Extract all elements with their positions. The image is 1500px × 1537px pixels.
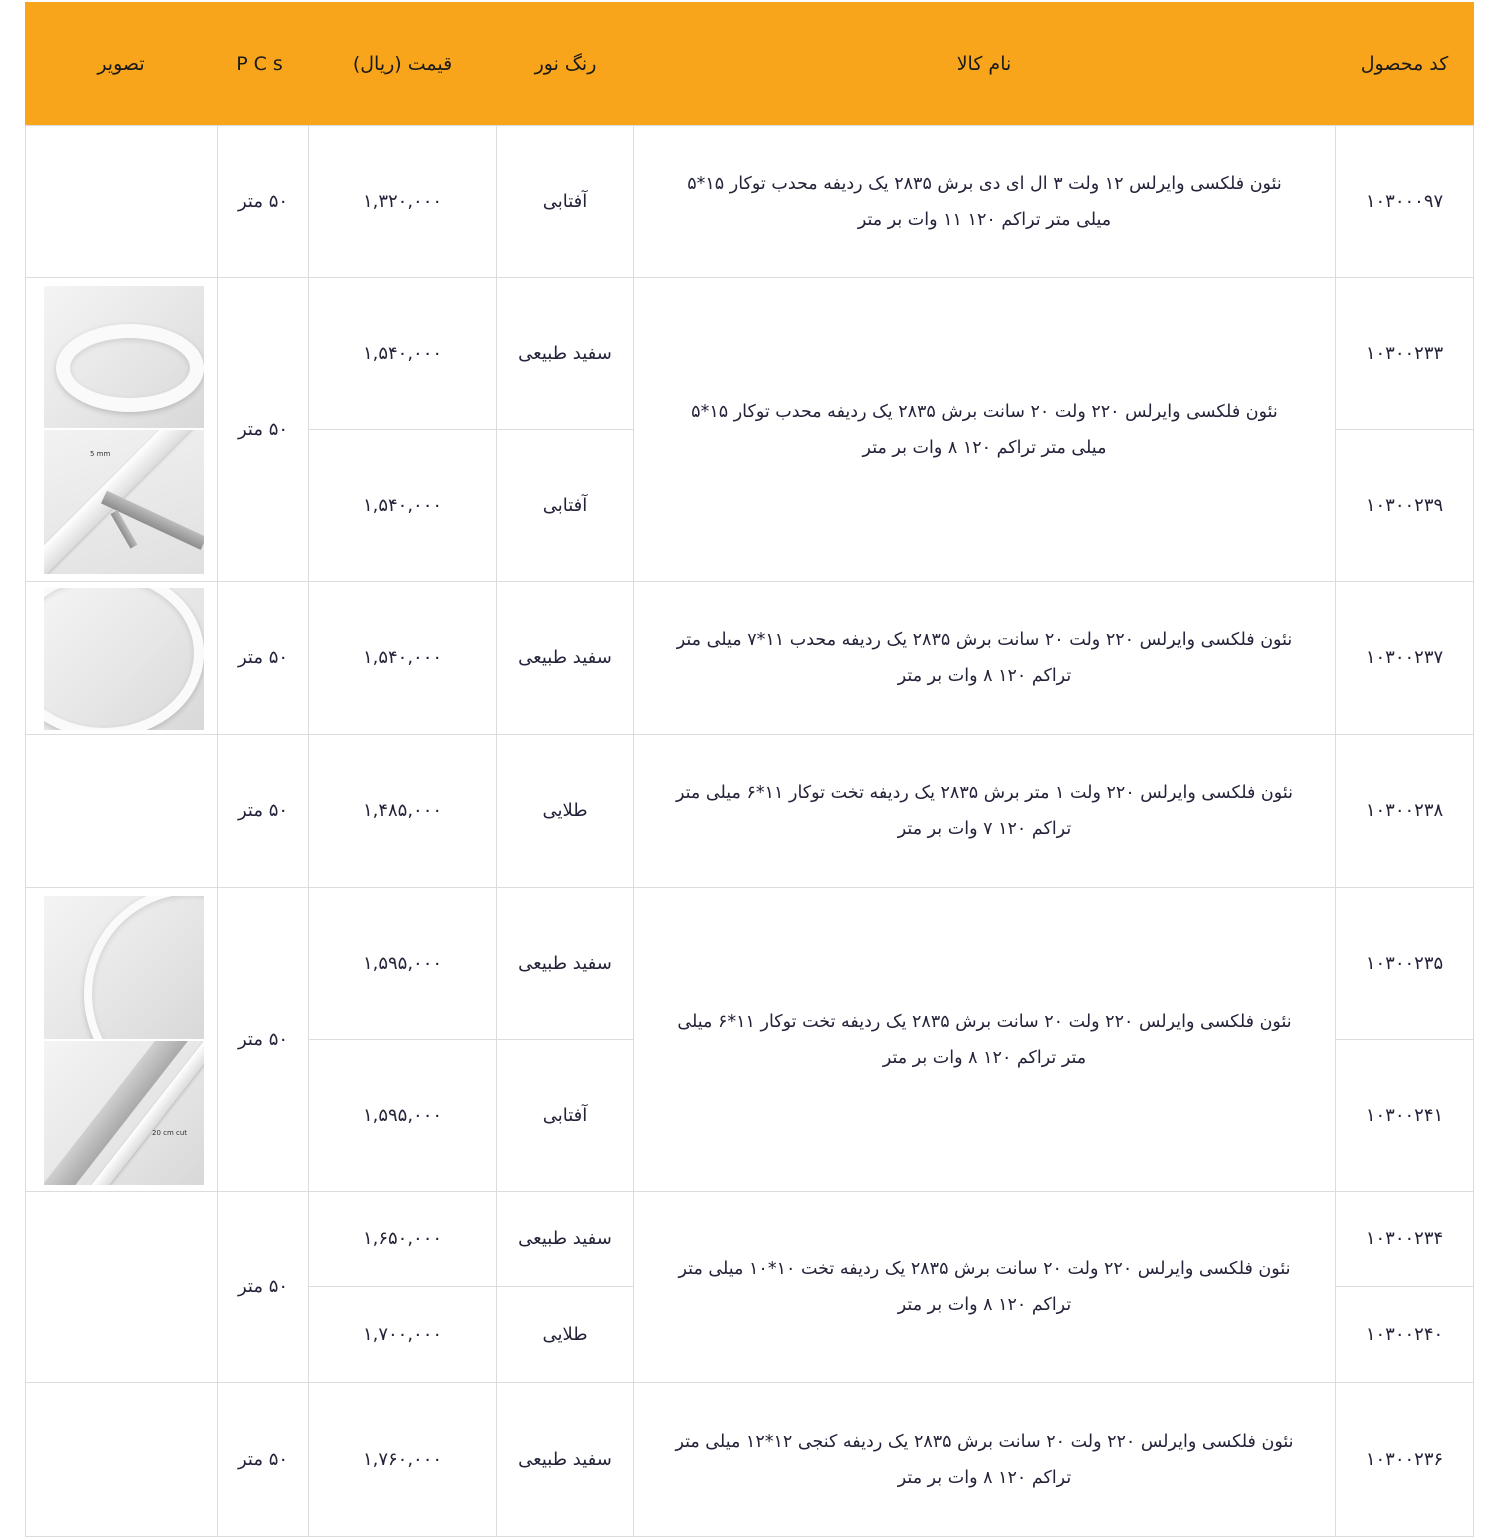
product-code: ۱۰۳۰۰۲۳۶	[1335, 1382, 1474, 1537]
neon-flat-curve-photo	[44, 896, 204, 1039]
pcs: ۵۰ متر	[217, 125, 309, 278]
price: ۱,۵۹۵,۰۰۰	[308, 1039, 497, 1192]
ruler-label: 20 cm cut	[152, 1129, 188, 1137]
image-cell-empty	[25, 1191, 218, 1383]
product-code: ۱۰۳۰۰۲۳۳	[1335, 277, 1474, 430]
table-header	[25, 2, 1474, 127]
price: ۱,۷۶۰,۰۰۰	[308, 1382, 497, 1537]
price: ۱,۵۴۰,۰۰۰	[308, 581, 497, 735]
caliper-label: 5 mm	[90, 450, 111, 458]
product-image	[25, 887, 218, 1192]
product-code: ۱۰۳۰۰۲۳۹	[1335, 429, 1474, 582]
product-code: ۱۰۳۰۰۲۳۵	[1335, 887, 1474, 1040]
header-image: تصویر	[97, 52, 145, 75]
pcs: ۵۰ متر	[217, 1191, 309, 1383]
ruler-photo	[44, 1041, 204, 1185]
image-cell-empty	[25, 734, 218, 888]
price: ۱,۶۵۰,۰۰۰	[308, 1191, 497, 1287]
price: ۱,۷۰۰,۰۰۰	[308, 1286, 497, 1383]
product-image	[25, 277, 218, 582]
product-name: نئون فلکسی وایرلس ۲۲۰ ولت ۲۰ سانت برش ۲۸۳۵ یک ردیفه تخت ۱۰*۱۰ میلی متر تراکم ۱۲۰ ۸ وات بر متر	[633, 1191, 1336, 1383]
light-color: آفتابی	[496, 1039, 634, 1192]
product-code: ۱۰۳۰۰۰۹۷	[1335, 125, 1474, 278]
product-name: نئون فلکسی وایرلس ۲۲۰ ولت ۲۰ سانت برش ۲۸۳۵ یک ردیفه محدب توکار ۱۵*۵ میلی متر تراکم ۱۲۰ ۸ وات بر متر	[633, 277, 1336, 582]
product-name: نئون فلکسی وایرلس ۲۲۰ ولت ۲۰ سانت برش ۲۸۳۵ یک ردیفه محدب ۱۱*۷ میلی متر تراکم ۱۲۰ ۸ وات بر متر	[633, 581, 1336, 735]
header-pcs: PCs	[236, 52, 289, 75]
product-name: نئون فلکسی وایرلس ۱۲ ولت ۳ ال ای دی برش ۲۸۳۵ یک ردیفه محدب توکار ۱۵*۵ میلی متر تراکم ۱۲۰ ۱۱ وات بر متر	[633, 125, 1336, 278]
price: ۱,۵۴۰,۰۰۰	[308, 429, 497, 582]
product-name: نئون فلکسی وایرلس ۲۲۰ ولت ۲۰ سانت برش ۲۸۳۵ یک ردیفه کنجی ۱۲*۱۲ میلی متر تراکم ۱۲۰ ۸ وات بر متر	[633, 1382, 1336, 1537]
pcs: ۵۰ متر	[217, 887, 309, 1192]
pcs: ۵۰ متر	[217, 277, 309, 582]
header-name: نام کالا	[956, 52, 1012, 75]
price: ۱,۳۲۰,۰۰۰	[308, 125, 497, 278]
caliper-photo	[44, 430, 204, 574]
image-cell-empty	[25, 125, 218, 278]
light-color: سفید طبیعی	[496, 277, 634, 430]
product-code: ۱۰۳۰۰۲۴۱	[1335, 1039, 1474, 1192]
pcs: ۵۰ متر	[217, 734, 309, 888]
product-image	[25, 581, 218, 735]
light-color: طلایی	[496, 1286, 634, 1383]
price: ۱,۵۴۰,۰۰۰	[308, 277, 497, 430]
header-light-color: رنگ نور	[534, 52, 597, 75]
light-color: طلایی	[496, 734, 634, 888]
light-color: آفتابی	[496, 125, 634, 278]
light-color: سفید طبیعی	[496, 1382, 634, 1537]
neon-ring-photo	[44, 286, 204, 428]
header-code: کد محصول	[1360, 52, 1449, 75]
light-color: سفید طبیعی	[496, 887, 634, 1040]
header-price: قیمت (ریال)	[352, 52, 453, 75]
product-name: نئون فلکسی وایرلس ۲۲۰ ولت ۲۰ سانت برش ۲۸۳۵ یک ردیفه تخت توکار ۱۱*۶ میلی متر تراکم ۱۲۰ ۸ وات بر متر	[633, 887, 1336, 1192]
light-color: آفتابی	[496, 429, 634, 582]
pcs: ۵۰ متر	[217, 581, 309, 735]
price: ۱,۵۹۵,۰۰۰	[308, 887, 497, 1040]
neon-curve-photo	[44, 588, 204, 730]
image-cell-empty	[25, 1382, 218, 1537]
product-code: ۱۰۳۰۰۲۳۸	[1335, 734, 1474, 888]
product-name: نئون فلکسی وایرلس ۲۲۰ ولت ۱ متر برش ۲۸۳۵ یک ردیفه تخت توکار ۱۱*۶ میلی متر تراکم ۱۲۰ ۷ وات بر متر	[633, 734, 1336, 888]
product-code: ۱۰۳۰۰۲۳۷	[1335, 581, 1474, 735]
product-code: ۱۰۳۰۰۲۳۴	[1335, 1191, 1474, 1287]
pcs: ۵۰ متر	[217, 1382, 309, 1537]
light-color: سفید طبیعی	[496, 581, 634, 735]
product-code: ۱۰۳۰۰۲۴۰	[1335, 1286, 1474, 1383]
light-color: سفید طبیعی	[496, 1191, 634, 1287]
price: ۱,۴۸۵,۰۰۰	[308, 734, 497, 888]
